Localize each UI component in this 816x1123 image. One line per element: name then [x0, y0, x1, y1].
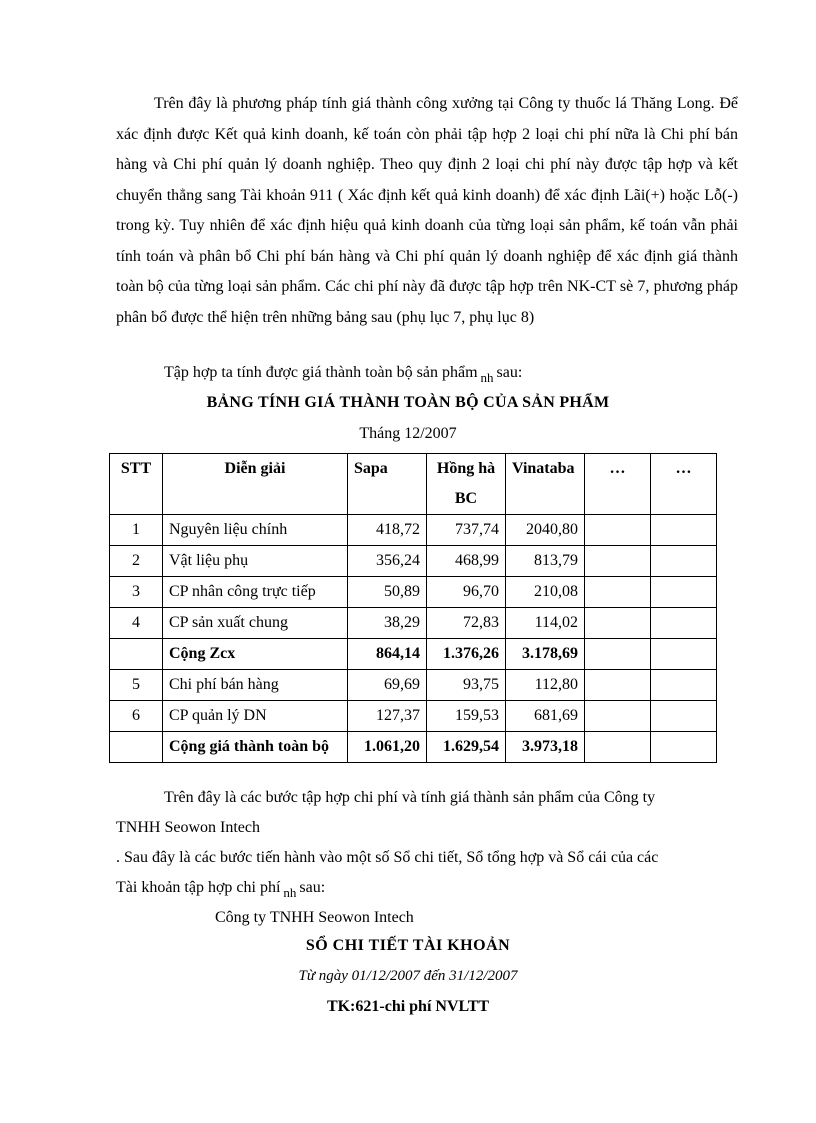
- cell-vinataba: 3.178,69: [506, 639, 585, 670]
- header-extra-2: …: [651, 454, 717, 515]
- cell-vinataba: 813,79: [506, 546, 585, 577]
- ledger-title: SỔ CHI TIẾT TÀI KHOẢN: [305, 937, 511, 954]
- cell-sapa: 418,72: [348, 515, 427, 546]
- after-table-line-3: . Sau đây là các bước tiến hành vào một số Sổ chi tiết, Sổ tổng hợp và Sổ cái của các: [116, 849, 659, 866]
- summary-line: [164, 364, 523, 385]
- cell-extra-1: [585, 732, 651, 763]
- cell-extra-2: [651, 701, 717, 732]
- after-table-line-2: TNHH Seowon Intech: [116, 819, 260, 836]
- cell-stt: [110, 732, 163, 763]
- cell-desc: CP sản xuất chung: [163, 608, 348, 639]
- cell-hongha: 1.629,54: [427, 732, 506, 763]
- table-row: [110, 701, 717, 732]
- cell-extra-1: [585, 577, 651, 608]
- cell-hongha: 468,99: [427, 546, 506, 577]
- cell-vinataba: 210,08: [506, 577, 585, 608]
- cell-extra-2: [651, 608, 717, 639]
- cell-extra-2: [651, 670, 717, 701]
- cell-extra-1: [585, 639, 651, 670]
- cell-extra-2: [651, 639, 717, 670]
- cost-table: [109, 453, 717, 763]
- cell-desc: Vật liệu phụ: [163, 546, 348, 577]
- table-header-row: [110, 454, 717, 515]
- cell-stt: 2: [110, 546, 163, 577]
- cell-extra-1: [585, 546, 651, 577]
- cell-hongha: 72,83: [427, 608, 506, 639]
- cell-extra-1: [585, 701, 651, 732]
- cell-sapa: 127,37: [348, 701, 427, 732]
- cell-sapa: 50,89: [348, 577, 427, 608]
- cell-hongha: 93,75: [427, 670, 506, 701]
- cell-stt: 1: [110, 515, 163, 546]
- header-stt: STT: [110, 454, 163, 515]
- cell-extra-2: [651, 577, 717, 608]
- cell-vinataba: 2040,80: [506, 515, 585, 546]
- header-sapa: Sapa: [348, 454, 427, 515]
- cell-sapa: 69,69: [348, 670, 427, 701]
- cell-hongha: 159,53: [427, 701, 506, 732]
- cell-sapa: 38,29: [348, 608, 427, 639]
- cell-hongha: 737,74: [427, 515, 506, 546]
- cell-sapa: 1.061,20: [348, 732, 427, 763]
- company-name: Công ty TNHH Seowon Intech: [215, 909, 414, 926]
- cell-desc: CP nhân công trực tiếp: [163, 577, 348, 608]
- table-row: [110, 608, 717, 639]
- cell-hongha: 1.376,26: [427, 639, 506, 670]
- after-table-line-4: [116, 879, 326, 900]
- cell-hongha: 96,70: [427, 577, 506, 608]
- cell-extra-2: [651, 546, 717, 577]
- table-row: [110, 515, 717, 546]
- line4-subscript: nh: [283, 885, 297, 900]
- header-desc: Diễn giải: [163, 454, 348, 515]
- cell-desc: Chi phí bán hàng: [163, 670, 348, 701]
- cell-vinataba: 681,69: [506, 701, 585, 732]
- line4-tail: sau:: [299, 879, 326, 896]
- cell-desc: CP quản lý DN: [163, 701, 348, 732]
- line4-text: Tài khoản tập hợp chi phí: [116, 879, 281, 896]
- table-row: [110, 670, 717, 701]
- cell-vinataba: 114,02: [506, 608, 585, 639]
- cell-extra-2: [651, 515, 717, 546]
- summary-tail: sau:: [496, 364, 523, 381]
- after-table-line-1: Trên đây là các bước tập hợp chi phí và tính giá thành sản phẩm của Công ty: [164, 789, 656, 806]
- table-row: [110, 577, 717, 608]
- header-hongha: Hồng hà BC: [427, 454, 506, 515]
- cell-desc: Cộng giá thành toàn bộ: [163, 732, 348, 763]
- ledger-account: TK:621-chi phí NVLTT: [326, 998, 490, 1015]
- header-vinataba: Vinataba: [506, 454, 585, 515]
- cell-stt: 4: [110, 608, 163, 639]
- cell-extra-2: [651, 732, 717, 763]
- table-row: [110, 732, 717, 763]
- table-row: [110, 546, 717, 577]
- header-extra-1: …: [585, 454, 651, 515]
- ledger-date-range: Từ ngày 01/12/2007 đến 31/12/2007: [298, 968, 518, 984]
- cell-vinataba: 112,80: [506, 670, 585, 701]
- cell-sapa: 864,14: [348, 639, 427, 670]
- cell-stt: 6: [110, 701, 163, 732]
- table-row: [110, 639, 717, 670]
- intro-paragraph: Trên đây là phương pháp tính giá thành công xưởng tại Công ty thuốc lá Thăng Long. Để xác định được Kết quả kinh doanh, kế toán còn phải tập hợp 2 loại chi phí nữa là Chi phí bán hàng và Chi phí quản lý doanh nghiệp. Theo quy định 2 loại chi phí này được tập hợp và kết chuyển thẳng sang Tài khoản 911 ( Xác định kết quả kinh doanh) để xác định Lãi(+) hoặc Lỗ(-) trong kỳ. Tuy nhiên để xác định hiệu quả kinh doanh của từng loại sản phẩm, kế toán vẫn phải tính toán và phân bổ Chi phí bán hàng và Chi phí quản lý doanh nghiệp để xác định giá thành toàn bộ của từng loại sản phẩm. Các chi phí này đã được tập hợp trên NK-CT sè 7, phương pháp phân bổ được thể hiện trên những bảng sau (phụ lục 7, phụ lục 8): [116, 95, 738, 326]
- cell-stt: 5: [110, 670, 163, 701]
- cell-desc: Cộng Zcx: [163, 639, 348, 670]
- cell-desc: Nguyên liệu chính: [163, 515, 348, 546]
- cell-sapa: 356,24: [348, 546, 427, 577]
- summary-subscript: nh: [480, 370, 494, 385]
- cell-stt: [110, 639, 163, 670]
- summary-text: Tập hợp ta tính được giá thành toàn bộ sản phẩm: [164, 364, 478, 381]
- cell-vinataba: 3.973,18: [506, 732, 585, 763]
- table-title: BẢNG TÍNH GIÁ THÀNH TOÀN BỘ CỦA SẢN PHẨM: [206, 394, 610, 411]
- table-subtitle: Tháng 12/2007: [359, 425, 457, 442]
- cell-extra-1: [585, 515, 651, 546]
- cell-extra-1: [585, 608, 651, 639]
- cell-extra-1: [585, 670, 651, 701]
- cell-stt: 3: [110, 577, 163, 608]
